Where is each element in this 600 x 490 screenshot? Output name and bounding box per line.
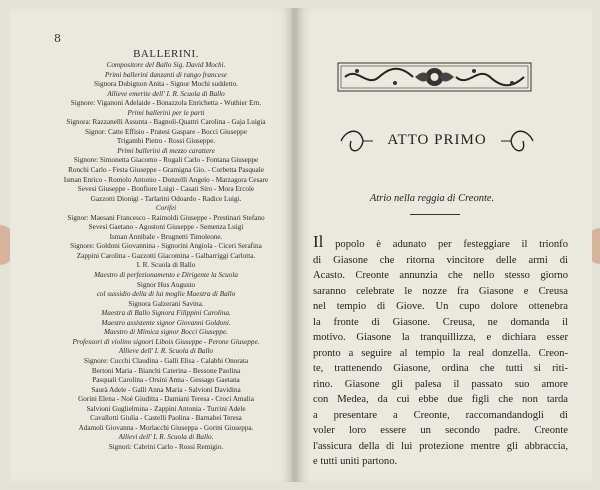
paragraph-line: a presentare a Creonte, raccomandandogli di	[313, 409, 568, 421]
cast-line: Signori: Cabrini Carlo - Rossi Remigio.	[108, 442, 224, 451]
page-number: 8	[54, 32, 61, 45]
cast-line: Signore: Simonetta Giacomo - Rugali Carlo - Fontana Giuseppe	[73, 156, 259, 165]
cast-line: Salvioni Guglielmina - Zappini Antonia - Turrini Adele	[86, 404, 246, 413]
cast-line: Maestra di Ballo Signora Filippini Carolina.	[101, 309, 231, 318]
cast-line: Signore: Viganoni Adelaide - Bonazzola Enrichetta - Wuthier Ern.	[70, 99, 262, 108]
cast-line: Signor: Maesani Francesco - Raimoldi Giuseppe - Prestinari Stefano	[67, 213, 265, 222]
page-title: BALLERINI.	[133, 48, 199, 60]
paragraph-line-text: popolo è adunato per festeggiare il trionfo	[323, 239, 568, 250]
cast-line: Allieve emerite dell' I. R. Scuola di Ballo	[107, 89, 225, 98]
cast-line: Allieve dell' I. R. Scuola di Ballo	[118, 347, 214, 356]
paragraph-line: e tutti uniti partono.	[313, 456, 398, 467]
paragraph-line: la fronte di Giasone. Creusa, ne domanda il	[313, 316, 568, 328]
paragraph-line	[313, 234, 568, 253]
paragraph-line: di Giasone che ritorna vincitore delle armi di	[313, 254, 568, 266]
cast-line: Adamoli Giovanna - Morlacchi Giuseppa - Gorini Giuseppa.	[78, 423, 254, 432]
cast-line: Isman Annibale - Brugnetti Timoleone.	[109, 232, 223, 241]
cast-line: Gorini Elena - Noè Giuditta - Damiani Teresa - Croci Amalia	[78, 395, 254, 404]
cast-line: Primi ballerini per le parti	[127, 108, 205, 117]
drop-cap: Il	[313, 232, 324, 251]
cast-line: Allievi dell' I. R. Scuola di Ballo.	[118, 433, 214, 442]
cast-line: Zappini Carolina - Gazzotti Giacomina - Galbarriggi Carlotta.	[76, 251, 256, 260]
cast-line: Ronchi Carlo - Festa Giuseppe - Gramigna Gio. - Corbetta Pasquale	[68, 166, 264, 175]
cast-line: Signora: Razzanelli Assunta - Bagnoli-Quattri Carolina - Gaja Luigia	[66, 118, 266, 127]
decorative-header-ornament	[337, 60, 532, 94]
paragraph-line: con Medea, da cui ebbe due figli che non tarda	[313, 394, 568, 405]
cast-line: Isman Enrico - Romolo Antonio - Donzelli Angelo - Marzagora Cesare	[63, 175, 269, 184]
cast-line: Signor Hus Augusto	[136, 280, 196, 289]
cast-line: Trigambi Pietro - Rossi Giuseppe.	[116, 137, 216, 146]
cast-line: Signore: Cucchi Claudina - Galli Elisa - Calabbi Onorata	[83, 356, 249, 365]
paragraph-line: voler loro essere un secondo padre. Creonte	[313, 425, 568, 436]
paragraph-line: Acasto. Creonte annunzia che nello stesso giorno	[313, 270, 568, 281]
cast-line: Signor: Catte Effisio - Pratesi Gaspare - Bocci Giuseppe	[85, 127, 247, 136]
cast-list	[50, 48, 282, 452]
cast-line: Signore: Goldoni Giovannina - Signorini Angiola - Ciceri Serafina	[70, 242, 262, 251]
cast-line: Maestro assistente signor Giovanni Goldoni.	[101, 318, 231, 327]
cast-line: Signora Galzerani Savina.	[128, 299, 204, 308]
cast-line: Signora Dubignon Anita - Signor Mochi suddetto.	[94, 80, 238, 89]
paragraph-line: pronto a seguire al tempio la real donzella. Creon-	[313, 347, 568, 359]
cast-line: Corifei	[155, 204, 177, 213]
paragraph-line: motivo. Giasone la tranquillizza, e dichiara esser	[313, 332, 568, 343]
cast-line: Pasquali Carolina - Orsini Anna - Gessago Gaetana	[92, 376, 240, 385]
cast-line: col sussidio della di lui moglie Maestra di Ballo	[96, 290, 236, 299]
cast-line: Gazzotti Dionigi - Tarlarini Odoardo - Radice Luigi.	[90, 194, 242, 203]
paragraph-line: l'assicura della di lui protezione mentre gli abbraccia,	[313, 440, 568, 452]
cast-line: Maestro di Mimica signor Bocci Giuseppe.	[104, 328, 228, 337]
cast-line: Professori di violino signori Libois Giuseppe - Perone Giuseppe.	[72, 337, 260, 346]
cast-line: Bertoni Maria - Bianchi Caterina - Bessone Paolina	[91, 366, 241, 375]
right-page	[297, 8, 592, 482]
paragraph-line: saranno celebrate le nozze fra Giasone e Creusa	[313, 285, 568, 297]
cast-line: Maestro di perfezionamento e Dirigente la Scuola	[94, 271, 238, 280]
paragraph-line: te, trattenendo Giasone, ordina che tutti si riti-	[313, 363, 568, 374]
cast-line: Saurà Adele - Galli Anna Maria - Salvioni Davidina	[91, 385, 241, 394]
cast-line: Compositore del Ballo Sig. David Mochi.	[106, 61, 226, 69]
act-heading-frame	[357, 126, 517, 156]
paragraph-line: nel tempio di Giove. Un cupo dolore ottenebra	[313, 301, 568, 312]
cast-line: Sevesi Gaetano - Agostoni Giuseppe - Semenza Luigi	[88, 223, 244, 232]
paragraph-line: rino. Giasone gli palesa il passato suo amore	[313, 378, 568, 390]
divider	[410, 214, 460, 215]
act-heading: ATTO PRIMO	[387, 132, 487, 148]
cast-line: Sevesi Giuseppe - Bonfiore Luigi - Casati Siro - Mora Ercole	[77, 185, 255, 194]
cast-line: Cavallotti Giulia - Castelli Paolina - Barnabei Teresa	[90, 414, 242, 423]
synopsis-paragraph	[313, 234, 568, 470]
scene-caption: Atrio nella reggia di Creonte.	[369, 193, 495, 204]
left-page	[10, 8, 293, 482]
cast-line: Primi ballerini danzanti di rango francese	[105, 70, 227, 79]
cast-line: Primi ballerini di mezzo carattere	[117, 146, 215, 155]
cast-line: I. R. Scuola di Ballo	[136, 261, 196, 270]
